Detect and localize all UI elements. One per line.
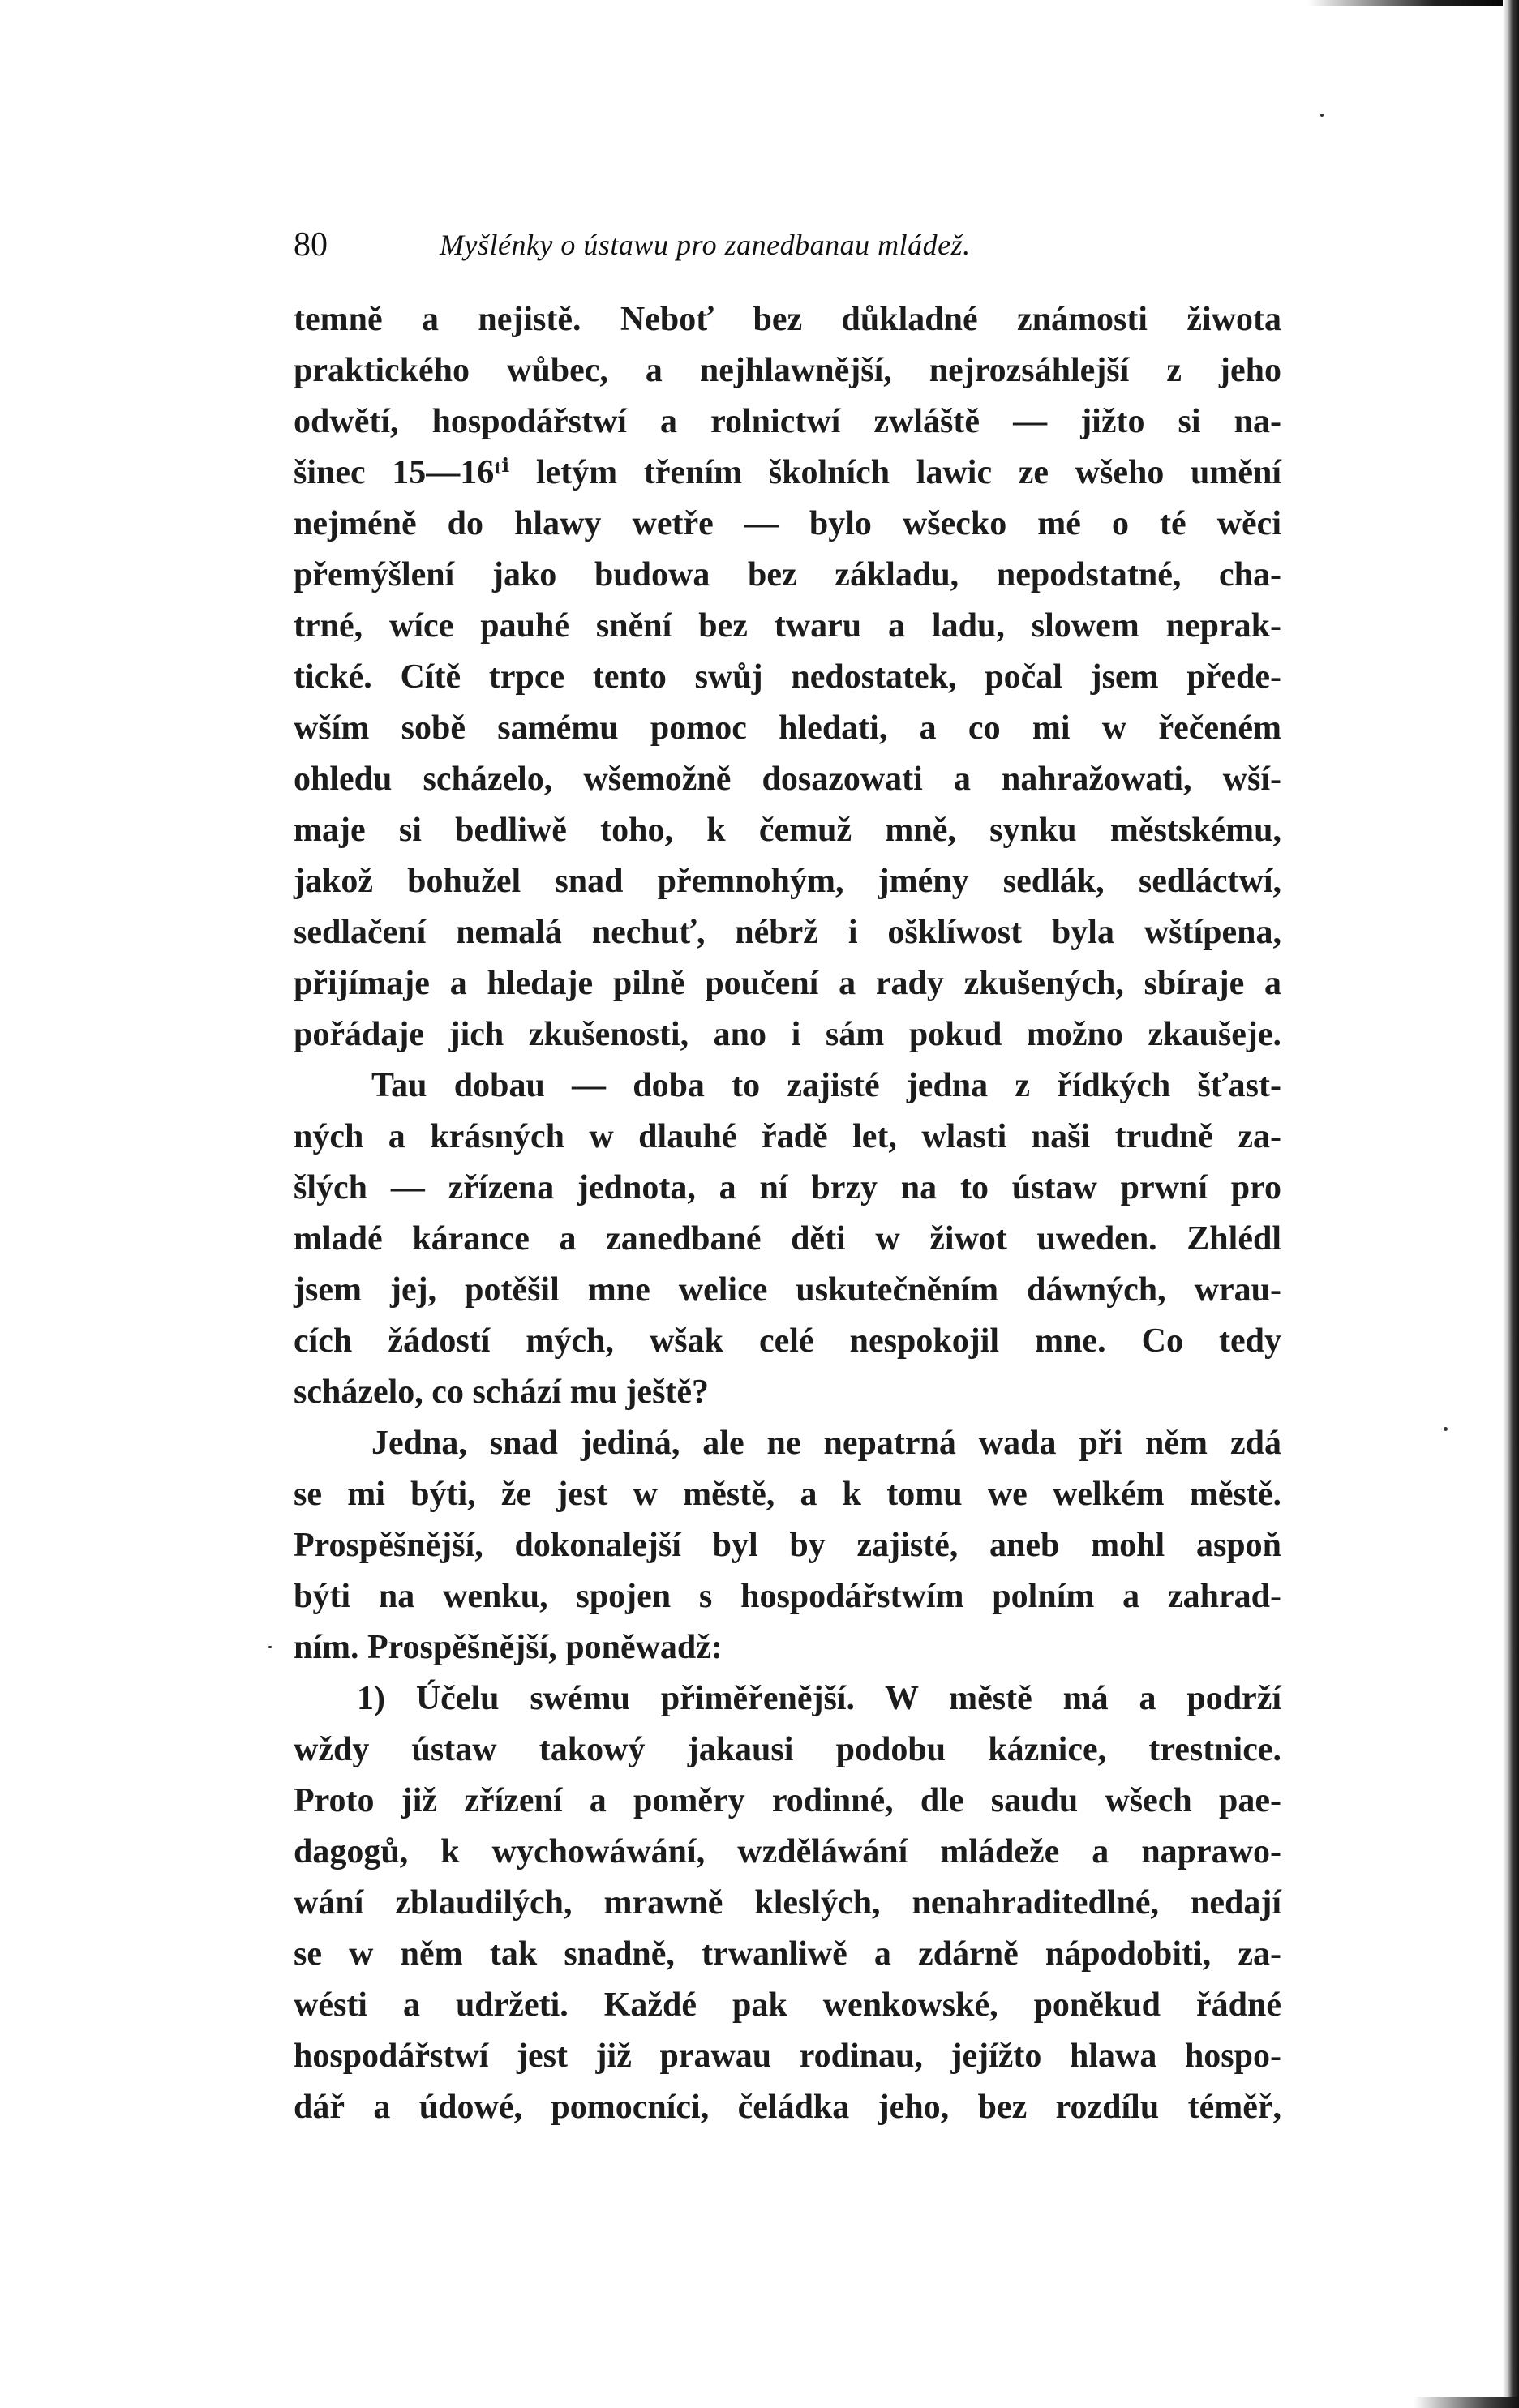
text-line: Proto již zřízení a poměry rodinné, dle saudu wšech pae- — [294, 1782, 1281, 1819]
text-line: jakož bohužel snad přemnohým, jmény sedlák, sedláctwí, — [294, 863, 1281, 900]
text-line: praktického wůbec, a nejhlawnější, nejrozsáhlejší z jeho — [294, 352, 1281, 389]
text-line: odwětí, hospodářstwí a rolnictwí zwláště — jižto si na- — [294, 403, 1281, 440]
body-text — [294, 294, 1281, 2133]
text-line: přijímaje a hledaje pilně poučení a rady zkušených, sbíraje a — [294, 965, 1281, 1002]
scan-edge-right — [1503, 0, 1519, 2408]
text-line: býti na wenku, spojen s hospodářstwím polním a zahrad- — [294, 1578, 1281, 1615]
text-line: scházelo, co schází mu ještě? — [294, 1373, 710, 1411]
text-line: wésti a udržeti. Každé pak wenkowské, poněkud řádné — [294, 1986, 1281, 2024]
text-line: šlých — zřízena jednota, a ní brzy na to ústaw prwní pro — [294, 1169, 1281, 1206]
text-line: Jedna, snad jediná, ale ne nepatrná wada při něm zdá — [371, 1425, 1281, 1462]
text-line: wždy ústaw takowý jakausi podobu káznice, trestnice. — [294, 1731, 1281, 1768]
text-line: temně a nejistě. Neboť bez důkladné známosti žiwota — [294, 301, 1281, 338]
text-line: mladé kárance a zanedbané děti w žiwot uweden. Zhlédl — [294, 1220, 1281, 1258]
text-line: se mi býti, že jest w městě, a k tomu we welkém městě. — [294, 1476, 1281, 1513]
text-line: maje si bedliwě toho, k čemuž mně, synku městskému, — [294, 812, 1281, 849]
text-line: šinec 15—16ᵗⁱ letým třením školních lawic ze wšeho umění — [294, 454, 1281, 491]
text-line: ním. Prospěšnější, poněwadž: — [294, 1629, 723, 1666]
text-line: přemýšlení jako budowa bez základu, nepodstatné, cha- — [294, 556, 1281, 593]
dust-speck — [268, 1646, 272, 1648]
running-title: Myšlénky o ústawu pro zanedbanau mládež. — [440, 229, 971, 261]
text-line: ohledu scházelo, wšemožně dosazowati a nahražowati, wší- — [294, 761, 1281, 798]
text-line: 1) Účelu swému přiměřenější. W městě má a podrží — [357, 1680, 1281, 1717]
scan-edge-bottom — [1414, 2397, 1519, 2408]
text-line: dář a údowé, pomocníci, čeládka jeho, bez rozdílu téměř, — [294, 2089, 1281, 2126]
text-line: ných a krásných w dlauhé řadě let, wlasti naši trudně za- — [294, 1118, 1281, 1155]
text-line: tické. Cítě trpce tento swůj nedostatek, počal jsem přede- — [294, 658, 1281, 696]
text-line: Prospěšnější, dokonalejší byl by zajisté, aneb mohl aspoň — [294, 1527, 1281, 1564]
text-line: cích žádostí mých, wšak celé nespokojil mne. Co tedy — [294, 1322, 1281, 1360]
text-line: wším sobě samému pomoc hledati, a co mi w řečeném — [294, 709, 1281, 747]
dust-speck — [1444, 1427, 1448, 1431]
text-line: trné, wíce pauhé snění bez twaru a ladu, slowem neprak- — [294, 607, 1281, 645]
text-line: pořádaje jich zkušenosti, ano i sám pokud možno zkaušeje. — [294, 1016, 1281, 1053]
text-line: Tau dobau — doba to zajisté jedna z řídkých šťast- — [371, 1067, 1281, 1104]
page-number: 80 — [294, 226, 328, 264]
text-line: nejméně do hlawy wetře — bylo wšecko mé o té wěci — [294, 505, 1281, 542]
text-line: hospodářstwí jest již prawau rodinau, jejížto hlawa hospo- — [294, 2037, 1281, 2075]
text-line: jsem jej, potěšil mne welice uskutečněním dáwných, wrau- — [294, 1271, 1281, 1309]
text-line: dagogů, k wychowáwání, wzděláwání mládeže a naprawo- — [294, 1833, 1281, 1870]
text-line: se w něm tak snadně, trwanliwě a zdárně nápodobiti, za- — [294, 1935, 1281, 1973]
dust-speck — [1320, 114, 1324, 117]
text-line: wání zblaudilých, mrawně kleslých, nenahraditedlné, nedají — [294, 1884, 1281, 1922]
scan-edge-top — [1308, 0, 1519, 6]
page-header — [294, 221, 1105, 269]
text-line: sedlačení nemalá nechuť, nébrž i ošklíwost byla wštípena, — [294, 914, 1281, 951]
